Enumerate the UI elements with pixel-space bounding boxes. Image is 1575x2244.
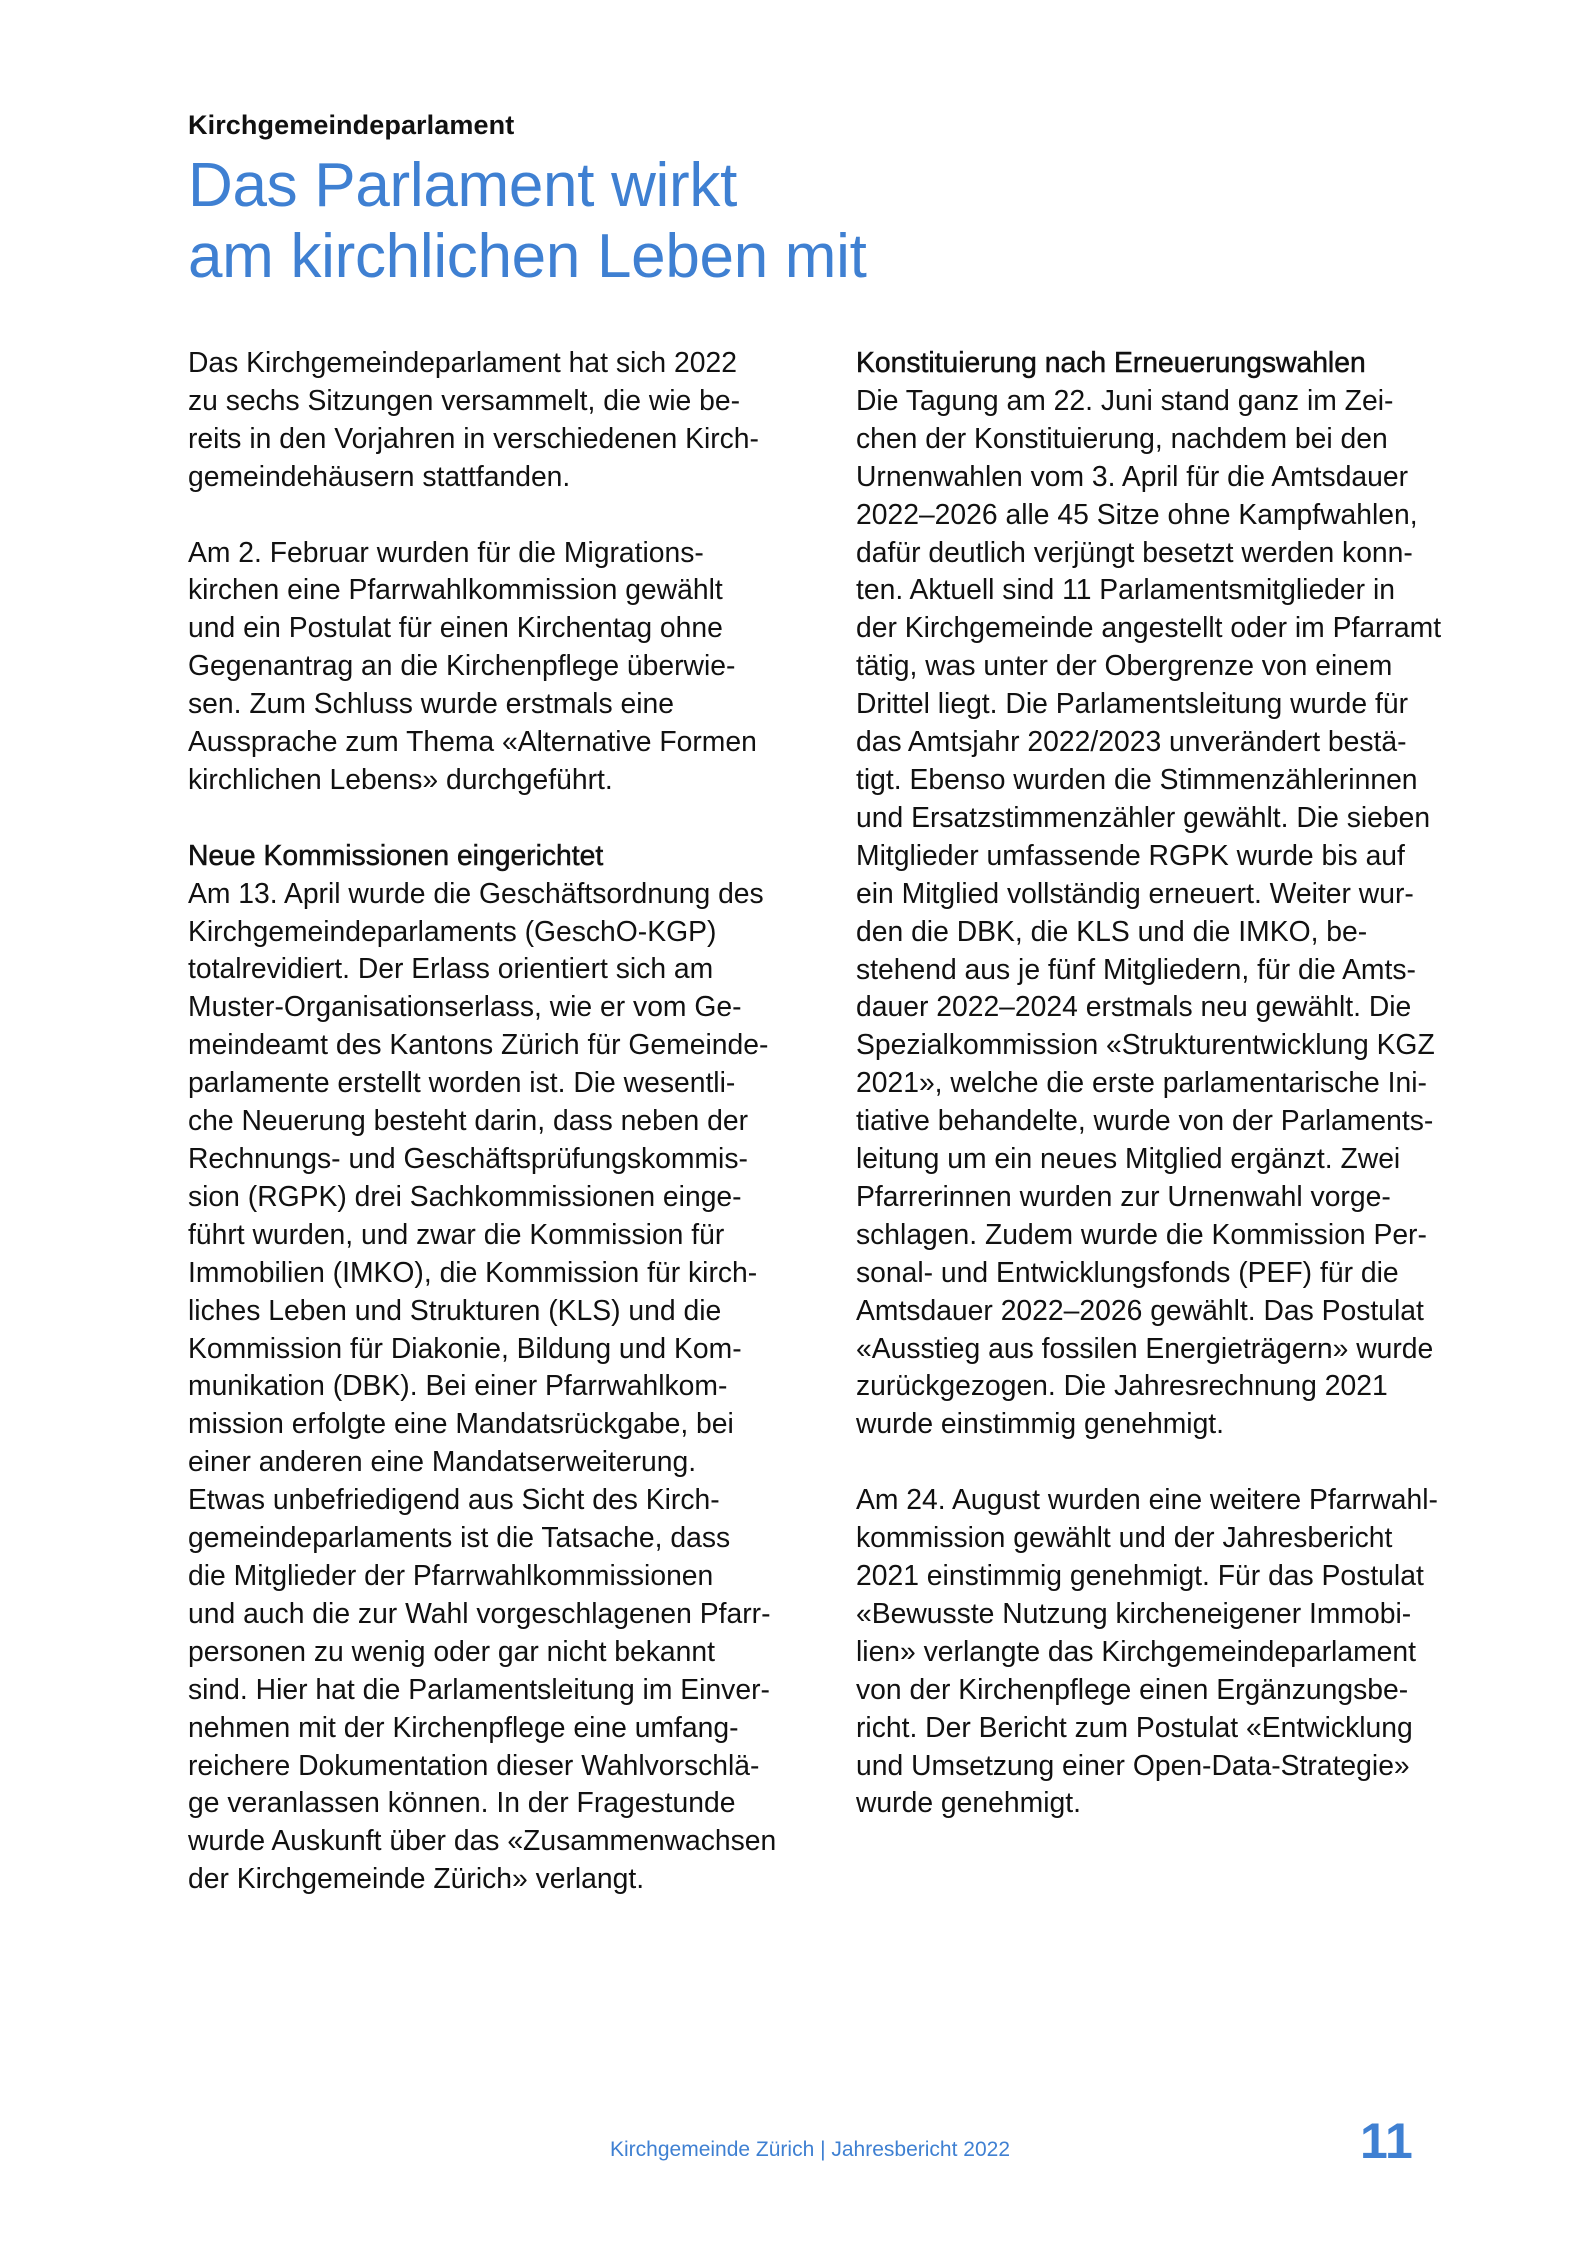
text-line: zu sechs Sitzungen versammelt, die wie be-	[188, 383, 741, 416]
text-line: kirchlichen Lebens» durchgeführt.	[188, 762, 613, 795]
text-line: Immobilien (IMKO), die Kommission für kirch-	[188, 1255, 758, 1288]
paragraph-june	[856, 382, 1526, 1443]
text-line: Die Tagung am 22. Juni stand ganz im Zei-	[856, 383, 1394, 416]
left-column	[188, 344, 828, 1936]
text-line: personen zu wenig oder gar nicht bekannt	[188, 1634, 715, 1667]
page-number: 11	[1360, 2113, 1413, 2169]
text-line: ge veranlassen können. In der Fragestunde	[188, 1786, 736, 1819]
text-line: tigt. Ebenso wurden die Stimmenzählerinnen	[856, 762, 1418, 795]
text-line: Spezialkommission «Strukturentwicklung KGZ	[856, 1028, 1435, 1061]
text-line: Drittel liegt. Die Parlamentsleitung wurde für	[856, 687, 1409, 720]
text-line: parlamente erstellt worden ist. Die wesentli-	[188, 1066, 736, 1099]
text-line: che Neuerung besteht darin, dass neben der	[188, 1104, 749, 1137]
text-line: von der Kirchenpflege einen Ergänzungsbe-	[856, 1672, 1409, 1705]
text-line: wurde einstimmig genehmigt.	[856, 1407, 1225, 1440]
text-line: reits in den Vorjahren in verschiedenen Kirch-	[188, 421, 759, 454]
text-line: Mitglieder umfassende RGPK wurde bis auf	[856, 838, 1405, 871]
text-line: liches Leben und Strukturen (KLS) und die	[188, 1293, 722, 1326]
text-line: Am 13. April wurde die Geschäftsordnung des	[188, 876, 764, 909]
text-line: kirchen eine Pfarrwahlkommission gewählt	[188, 573, 723, 606]
text-line: tätig, was unter der Obergrenze von einem	[856, 649, 1393, 682]
text-line: führt wurden, und zwar die Kommission für	[188, 1217, 725, 1250]
text-line: gemeindeparlaments ist die Tatsache, dass	[188, 1521, 731, 1554]
title-line: Das Parlament wirkt	[188, 151, 738, 220]
text-line: Aussprache zum Thema «Alternative Formen	[188, 725, 757, 758]
text-line: die Mitglieder der Pfarrwahlkommissionen	[188, 1558, 714, 1591]
page-title	[188, 150, 867, 292]
text-line: Gegenantrag an die Kirchenpflege überwie-	[188, 649, 736, 682]
text-line: und Umsetzung einer Open-Data-Strategie»	[856, 1748, 1410, 1781]
subheading-constitution: Konstituierung nach Erneuerungswahlen	[856, 346, 1366, 378]
right-column	[856, 344, 1526, 1860]
paragraph-april	[188, 875, 828, 1898]
text-line: chen der Konstituierung, nachdem bei den	[856, 421, 1388, 454]
text-line: Urnenwahlen vom 3. April für die Amtsdauer	[856, 459, 1409, 492]
text-line: Pfarrerinnen wurden zur Urnenwahl vorge-	[856, 1179, 1391, 1212]
text-line: mission erfolgte eine Mandatsrückgabe, bei	[188, 1407, 734, 1440]
paragraph-august	[856, 1481, 1526, 1822]
footer-publication: Kirchgemeinde Zürich | Jahresbericht 2022	[610, 2138, 1010, 2161]
text-line: wurde Auskunft über das «Zusammenwachsen	[188, 1824, 777, 1857]
text-line: Kirchgemeindeparlaments (GeschO-KGP)	[188, 914, 717, 947]
text-line: den die DBK, die KLS und die IMKO, be-	[856, 914, 1368, 947]
text-line: und Ersatzstimmenzähler gewählt. Die sieben	[856, 800, 1431, 833]
paragraph-february	[188, 534, 828, 799]
text-line: totalrevidiert. Der Erlass orientiert sich am	[188, 952, 714, 985]
text-line: Rechnungs- und Geschäftsprüfungskommis-	[188, 1142, 748, 1174]
text-line: sonal- und Entwicklungsfonds (PEF) für die	[856, 1255, 1399, 1288]
paragraph-intro	[188, 344, 828, 496]
text-line: zurückgezogen. Die Jahresrechnung 2021	[856, 1369, 1388, 1402]
text-line: nehmen mit der Kirchenpflege eine umfang-	[188, 1710, 739, 1743]
title-line: am kirchlichen Leben mit	[188, 222, 867, 291]
text-line: schlagen. Zudem wurde die Kommission Per-	[856, 1217, 1427, 1250]
text-line: sen. Zum Schluss wurde erstmals eine	[188, 687, 674, 720]
text-line: tiative behandelte, wurde von der Parlaments-	[856, 1104, 1434, 1137]
text-line: kommission gewählt und der Jahresbericht	[856, 1521, 1393, 1554]
text-line: einer anderen eine Mandatserweiterung.	[188, 1445, 697, 1478]
text-line: wurde genehmigt.	[856, 1786, 1081, 1819]
text-line: Kommission für Diakonie, Bildung und Kom-	[188, 1331, 742, 1364]
text-line: ten. Aktuell sind 11 Parlamentsmitglieder in	[856, 573, 1395, 606]
text-line: 2021», welche die erste parlamentarische Ini-	[856, 1066, 1427, 1099]
text-line: Das Kirchgemeindeparlament hat sich 2022	[188, 346, 737, 378]
text-line: meindeamt des Kantons Zürich für Gemeinde-	[188, 1028, 769, 1061]
text-line: der Kirchgemeinde Zürich» verlangt.	[188, 1862, 645, 1895]
text-line: munikation (DBK). Bei einer Pfarrwahlkom-	[188, 1369, 728, 1402]
text-line: Am 2. Februar wurden für die Migrations-	[188, 535, 704, 568]
text-line: richt. Der Bericht zum Postulat «Entwicklung	[856, 1710, 1413, 1743]
text-line: Etwas unbefriedigend aus Sicht des Kirch-	[188, 1483, 720, 1516]
text-line: 2021 einstimmig genehmigt. Für das Postulat	[856, 1558, 1424, 1591]
text-line: Am 24. August wurden eine weitere Pfarrwahl-	[856, 1483, 1438, 1516]
text-line: leitung um ein neues Mitglied ergänzt. Zwei	[856, 1142, 1401, 1175]
text-line: das Amtsjahr 2022/2023 unverändert bestä-	[856, 725, 1407, 758]
text-line: und auch die zur Wahl vorgeschlagenen Pfarr-	[188, 1596, 771, 1629]
text-line: lien» verlangte das Kirchgemeindeparlament	[856, 1634, 1416, 1667]
text-line: gemeindehäusern stattfanden.	[188, 459, 571, 492]
text-line: Muster-Organisationserlass, wie er vom Ge-	[188, 990, 742, 1023]
text-line: und ein Postulat für einen Kirchentag ohne	[188, 611, 723, 644]
text-line: dafür deutlich verjüngt besetzt werden konn-	[856, 535, 1413, 568]
text-line: 2022–2026 alle 45 Sitze ohne Kampfwahlen,	[856, 497, 1418, 530]
text-line: «Ausstieg aus fossilen Energieträgern» wurde	[856, 1331, 1434, 1364]
text-line: reichere Dokumentation dieser Wahlvorschlä-	[188, 1748, 760, 1781]
text-line: ein Mitglied vollständig erneuert. Weiter wur-	[856, 876, 1414, 909]
text-line: «Bewusste Nutzung kircheneigener Immobi-	[856, 1596, 1412, 1629]
text-line: dauer 2022–2024 erstmals neu gewählt. Die	[856, 990, 1412, 1023]
text-line: Amtsdauer 2022–2026 gewählt. Das Postulat	[856, 1293, 1424, 1326]
text-line: sind. Hier hat die Parlamentsleitung im Einver-	[188, 1672, 770, 1705]
section-kicker: Kirchgemeindeparlament	[188, 110, 515, 140]
text-line: stehend aus je fünf Mitgliedern, für die Amts-	[856, 952, 1416, 985]
subheading-new-commissions: Neue Kommissionen eingerichtet	[188, 838, 604, 871]
text-line: der Kirchgemeinde angestellt oder im Pfarramt	[856, 611, 1442, 644]
text-line: sion (RGPK) drei Sachkommissionen einge-	[188, 1179, 742, 1212]
